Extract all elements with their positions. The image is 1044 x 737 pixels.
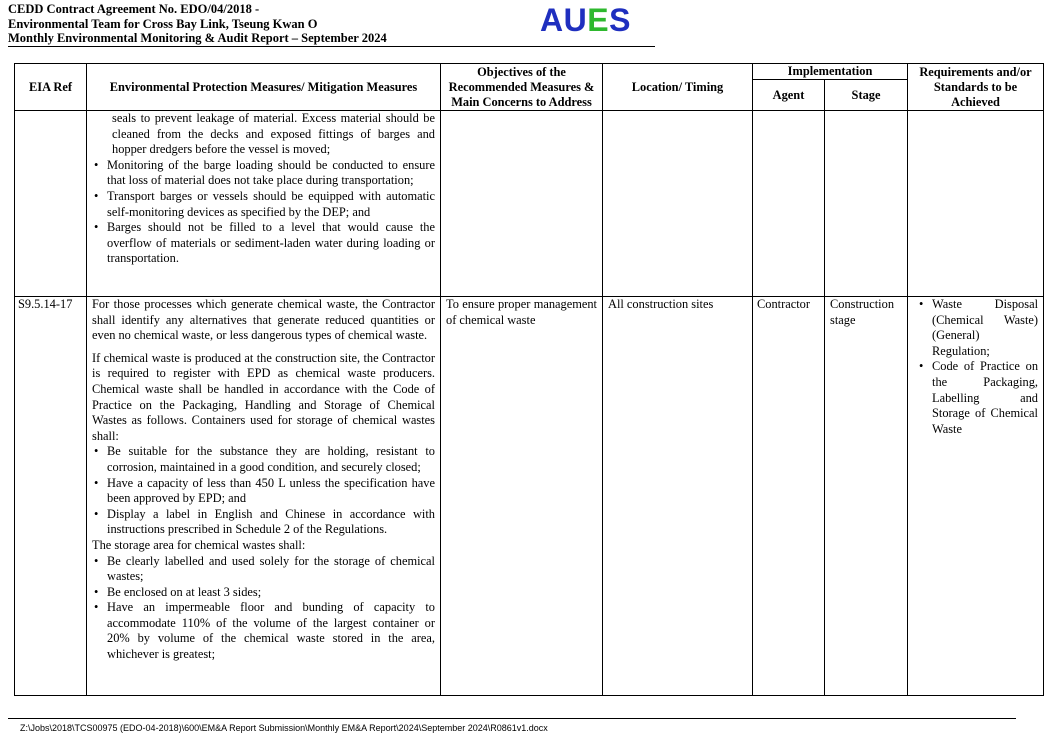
continued-text: seals to prevent leakage of material. Excess material should be cleaned from the decks and exposed fittings of barges and hopper dredgers before the vessel is moved; <box>112 111 435 157</box>
barge-bullet-list <box>92 158 435 267</box>
header-contract-line: CEDD Contract Agreement No. EDO/04/2018 - <box>8 2 260 16</box>
cell-requirements <box>908 297 1044 696</box>
mitigation-measures-table <box>14 63 1044 696</box>
cell-measures-continued <box>87 111 441 297</box>
footer-rule <box>8 718 1016 719</box>
paragraph-alternatives: For those processes which generate chemical waste, the Contractor shall identify any alternatives that generate reduced quantities or even no chemical waste, or less dangerous types of chemical waste. <box>92 297 435 343</box>
list-item: • Barges should not be filled to a level that would cause the overflow of materials or sediment-laden water during loading or transportation. <box>107 220 435 267</box>
cell-stage: Construction stage <box>825 297 908 696</box>
header-rule <box>8 46 655 47</box>
cell-eia-ref-empty <box>15 111 87 297</box>
cell-measures <box>87 297 441 696</box>
cell-location: All construction sites <box>603 297 753 696</box>
logo-letter-s: S <box>609 2 631 38</box>
requirements-list <box>913 297 1038 437</box>
col-header-measures: Environmental Protection Measures/ Mitigation Measures <box>87 64 441 111</box>
document-header <box>8 2 387 46</box>
list-item: • Monitoring of the barge loading should be conducted to ensure that loss of material does not take place during transportation; <box>107 158 435 189</box>
list-item: • Be suitable for the substance they are holding, resistant to corrosion, maintained in a good condition, and securely closed; <box>107 444 435 475</box>
list-item: • Be enclosed on at least 3 sides; <box>107 585 435 601</box>
logo-letter-u: U <box>563 2 588 38</box>
storage-bullet-list <box>92 554 435 663</box>
aues-logo <box>540 2 631 38</box>
table-row <box>15 297 1044 696</box>
cell-objective: To ensure proper management of chemical waste <box>441 297 603 696</box>
col-header-implementation: Implementation <box>753 64 908 80</box>
table-row <box>15 111 1044 297</box>
col-header-requirements: Requirements and/or Standards to be Achieved <box>908 64 1044 111</box>
footer-file-path: Z:\Jobs\2018\TCS00975 (EDO-04-2018)\600\EM&A Report Submission\Monthly EM&A Report\2024\September 2024\R0861v1.docx <box>20 723 548 733</box>
list-item: • Transport barges or vessels should be equipped with automatic self-monitoring devices as specified by the DEP; and <box>107 189 435 220</box>
col-header-objectives: Objectives of the Recommended Measures & Main Concerns to Address <box>441 64 603 111</box>
storage-intro: The storage area for chemical wastes shall: <box>92 537 306 552</box>
list-item: • Have an impermeable floor and bunding of capacity to accommodate 110% of the volume of the largest container or 20% by volume of the chemical waste stored in the area, whichever is greatest; <box>107 600 435 662</box>
cell-eia-ref: S9.5.14-17 <box>15 297 87 696</box>
header-report-line: Monthly Environmental Monitoring & Audit Report – September 2024 <box>8 31 387 45</box>
list-item: • Be clearly labelled and used solely for the storage of chemical wastes; <box>107 554 435 585</box>
col-header-eia-ref: EIA Ref <box>15 64 87 111</box>
header-project-line: Environmental Team for Cross Bay Link, Tseung Kwan O <box>8 16 318 31</box>
logo-letter-e: E <box>587 2 610 38</box>
list-item: • Code of Practice on the Packaging, Labelling and Storage of Chemical Waste <box>932 359 1038 437</box>
list-item: • Display a label in English and Chinese in accordance with instructions prescribed in Schedule 2 of the Regulations. <box>107 507 435 538</box>
col-header-stage: Stage <box>825 80 908 111</box>
col-header-location: Location/ Timing <box>603 64 753 111</box>
container-bullet-list <box>92 444 435 538</box>
paragraph-registration: If chemical waste is produced at the construction site, the Contractor is required to register with EPD as chemical waste producers. Chemical waste shall be handled in accordance with the Code of Practice on the Packaging, Handling and Storage of Chemical Wastes as follows. Containers used for storage of chemical wastes shall: <box>92 350 435 443</box>
list-item: • Have a capacity of less than 450 L unless the specification have been approved by EPD; and <box>107 476 435 507</box>
cell-agent: Contractor <box>753 297 825 696</box>
col-header-agent: Agent <box>753 80 825 111</box>
list-item: • Waste Disposal (Chemical Waste) (General) Regulation; <box>932 297 1038 359</box>
logo-letter-a: A <box>540 2 564 38</box>
